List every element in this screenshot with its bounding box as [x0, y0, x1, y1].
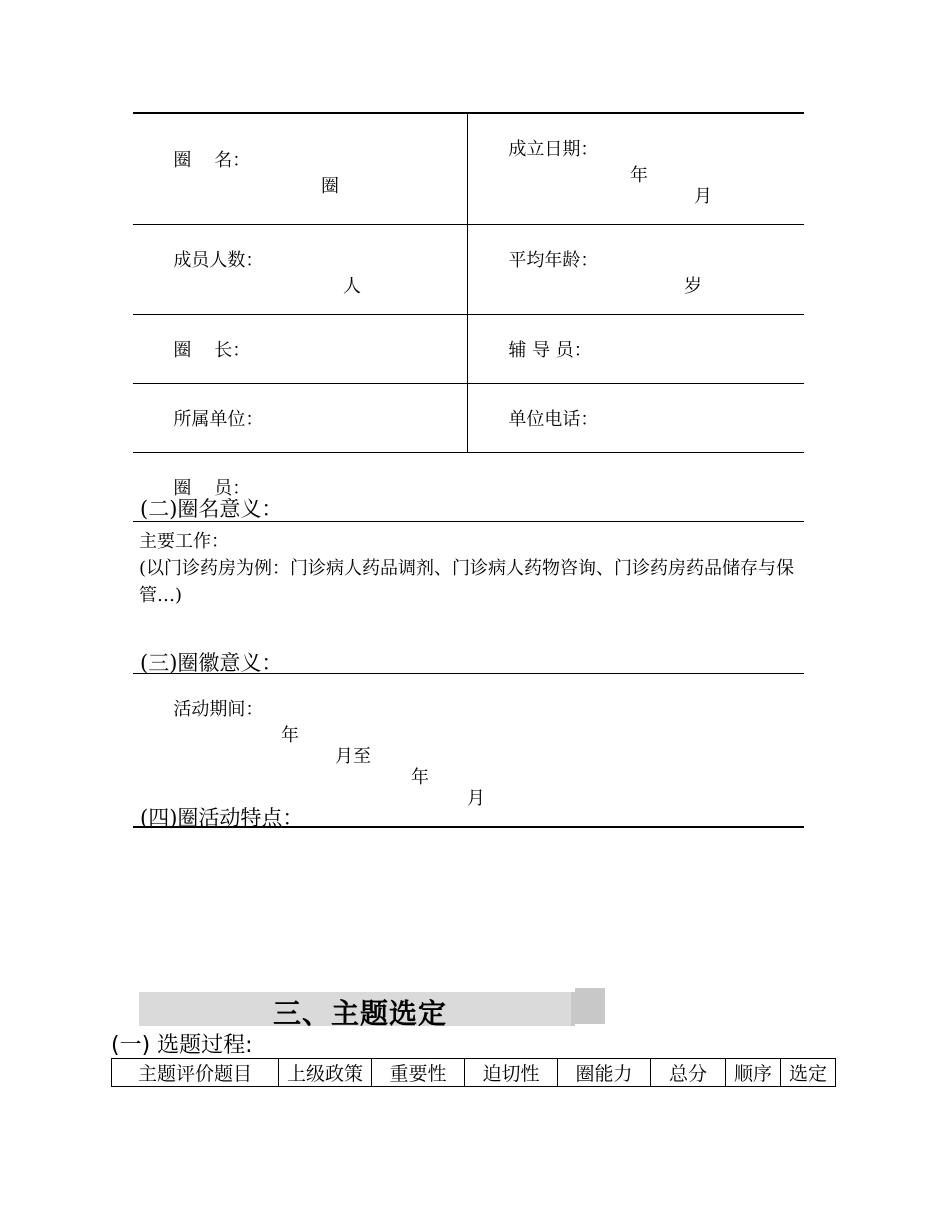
table-header-row — [112, 1059, 836, 1087]
circle-features-heading: (四)圈活动特点： — [140, 806, 304, 830]
table-row — [133, 113, 804, 225]
members-label: 圈 员： — [173, 478, 251, 499]
table-row — [133, 384, 804, 453]
banner-bar-tail — [575, 988, 605, 1024]
average-age-unit: 岁 — [684, 276, 702, 297]
main-work-label: 主要工作： — [139, 531, 229, 552]
column-header: 迫切性 — [465, 1059, 558, 1087]
activity-period-label: 活动期间： — [173, 699, 264, 720]
column-header: 重要性 — [372, 1059, 465, 1087]
advisor-cell — [468, 315, 805, 384]
period-year-start: 年 — [281, 725, 299, 746]
topic-evaluation-table — [111, 1058, 836, 1087]
unit-cell — [133, 384, 468, 453]
average-age-cell — [468, 225, 805, 315]
main-work-example: (以门诊药房为例：门诊病人药品调剂、门诊病人药物咨询、门诊药房药品储存与保管…) — [139, 558, 795, 606]
member-count-unit: 人 — [343, 276, 361, 297]
column-header: 顺序 — [726, 1059, 781, 1087]
column-header: 圈能力 — [558, 1059, 651, 1087]
founded-year-unit: 年 — [630, 165, 648, 186]
circle-name-label: 圈 名： — [173, 149, 251, 171]
founded-date-cell — [468, 113, 805, 225]
table-row — [133, 225, 804, 315]
unit-phone-label: 单位电话： — [508, 409, 599, 430]
selection-process-heading: (一) 选题过程: — [111, 1033, 253, 1058]
circle-name-suffix: 圈 — [321, 175, 339, 197]
column-header: 主题评价题目 — [112, 1059, 279, 1087]
topic-selection-banner — [139, 990, 605, 1030]
average-age-label: 平均年龄： — [508, 250, 599, 271]
member-count-label: 成员人数： — [173, 250, 264, 271]
period-month-end: 月 — [467, 788, 485, 809]
advisor-label: 辅 导 员： — [508, 340, 592, 361]
banner-title: 三、主题选定 — [273, 997, 448, 1030]
period-year-end: 年 — [411, 767, 429, 788]
unit-phone-cell — [468, 384, 805, 453]
leader-cell — [133, 315, 468, 384]
circle-info-table — [133, 112, 804, 828]
founded-date-label: 成立日期： — [508, 139, 599, 160]
member-count-cell — [133, 225, 468, 315]
table-row — [133, 315, 804, 384]
period-month-to: 月至 — [335, 746, 371, 767]
column-header: 总分 — [651, 1059, 726, 1087]
unit-label: 所属单位： — [173, 409, 264, 430]
column-header: 选定 — [781, 1059, 836, 1087]
circle-emblem-meaning-heading: (三)圈徽意义： — [140, 651, 283, 675]
circle-name-cell — [133, 113, 468, 225]
circle-name-meaning-heading: (二)圈名意义： — [140, 497, 283, 521]
column-header: 上级政策 — [279, 1059, 372, 1087]
leader-label: 圈 长： — [173, 340, 251, 361]
founded-month-unit: 月 — [694, 186, 712, 207]
